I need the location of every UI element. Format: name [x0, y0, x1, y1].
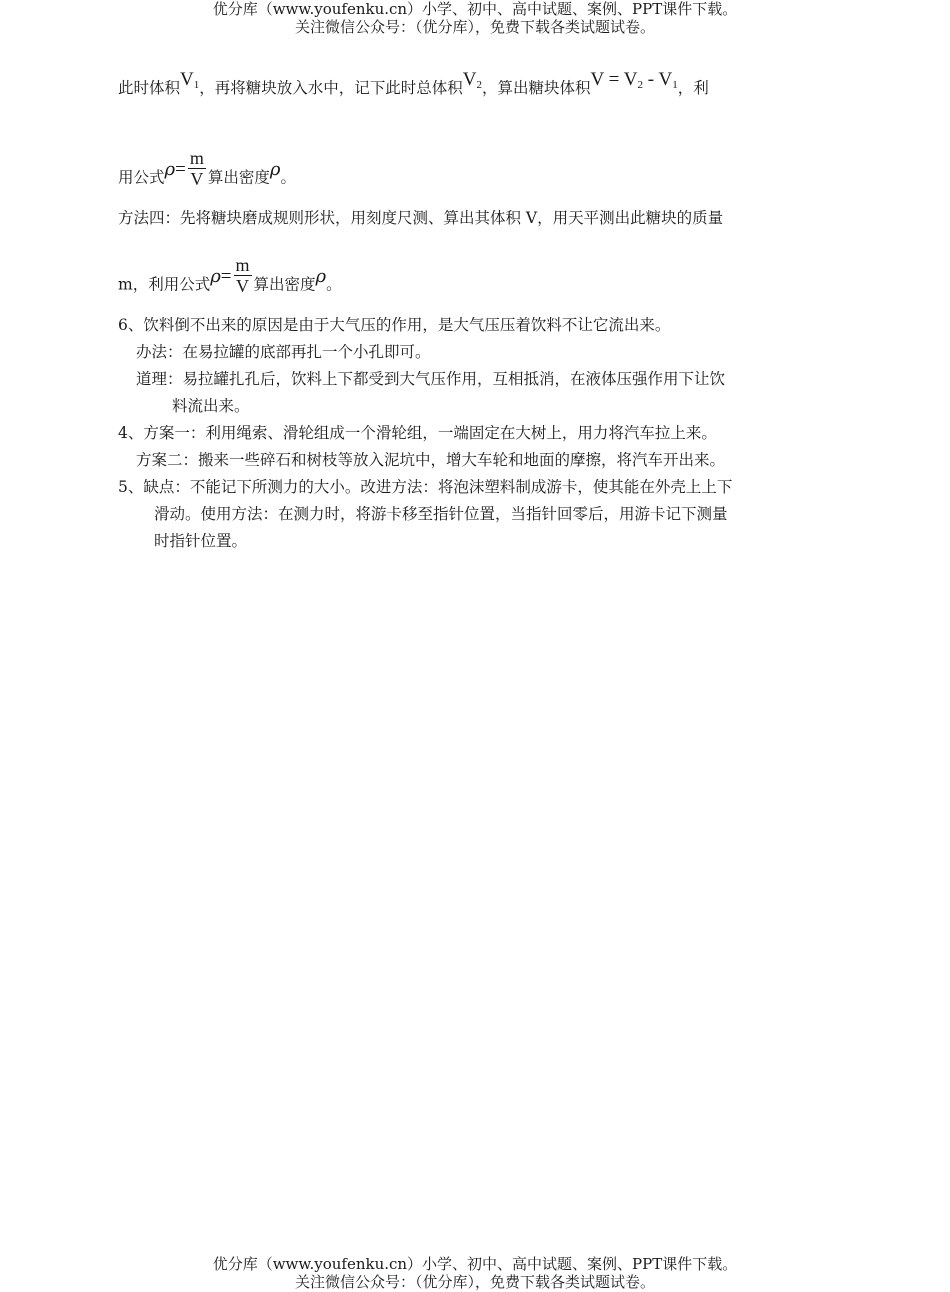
answer-5-line-3: 时指针位置。 — [154, 532, 248, 550]
math-v1 — [180, 69, 199, 90]
answer-6: 6、饮料倒不出来的原因是由于大气压的作用，是大气压压着饮料不让它流出来。 — [118, 316, 671, 334]
math-symbol: - V — [643, 69, 673, 90]
text: ，再将糖块放入水中，记下此时总体积 — [199, 79, 463, 97]
fraction-numerator: m — [235, 255, 250, 275]
math-subscript: 1 — [193, 79, 200, 91]
text: 算出密度 — [253, 275, 316, 294]
answer-5-line-1: 5、缺点：不能记下所测力的大小。改进方法：将泡沫塑料制成游卡，使其能在外壳上上下 — [118, 478, 733, 496]
page-footer-line-2: 关注微信公众号：（优分库），免费下载各类试题试卷。 — [294, 1273, 655, 1291]
text: 用公式 — [118, 168, 165, 187]
fraction-denominator: V — [190, 169, 204, 189]
answer-5-line-2: 滑动。使用方法：在测力时，将游卡移至指针位置，当指针回零后，用游卡记下测量 — [154, 505, 728, 523]
text: 。 — [280, 168, 296, 187]
answer-6-reason-1: 道理：易拉罐扎孔后，饮料上下都受到大气压作用，互相抵消，在液体压强作用下让饮 — [136, 370, 726, 388]
text: 此时体积 — [118, 79, 181, 97]
answer-4-plan-1: 4、方案一：利用绳索、滑轮组成一个滑轮组，一端固定在大树上，用力将汽车拉上来。 — [118, 424, 717, 442]
fraction-denominator: V — [236, 276, 250, 296]
equals-sign: = — [175, 158, 186, 180]
math-subscript: 1 — [672, 79, 678, 91]
math-symbol: V — [180, 69, 194, 90]
page-footer-line-1: 优分库（www.youfenku.cn）小学、初中、高中试题、案例、PPT课件下载。 — [212, 1255, 738, 1273]
paragraph-volume — [118, 69, 709, 101]
math-symbol: = V — [603, 69, 638, 90]
text: m，利用公式 — [118, 275, 211, 294]
text: 算出密度 — [207, 168, 270, 187]
rho-symbol: ρ — [210, 265, 221, 287]
text: ，算出糖块体积 — [482, 79, 591, 97]
paragraph-method-four: 方法四：先将糖块磨成规则形状，用刻度尺测、算出其体积 V，用天平测出此糖块的质量 — [118, 209, 724, 227]
fraction-m-over-v — [234, 255, 252, 296]
math-symbol: V — [590, 69, 604, 90]
page-header-line-2: 关注微信公众号：（优分库），免费下载各类试题试卷。 — [294, 18, 655, 36]
fraction-numerator: m — [189, 148, 204, 168]
math-v2 — [463, 69, 482, 90]
math-subscript: 2 — [476, 79, 482, 91]
rho-symbol: ρ — [164, 158, 176, 180]
answer-6-method: 办法：在易拉罐的底部再扎一个小孔即可。 — [136, 343, 431, 361]
page-header-line-1: 优分库（www.youfenku.cn）小学、初中、高中试题、案例、PPT课件下载。 — [212, 0, 738, 18]
equals-sign: = — [220, 265, 232, 287]
math-subscript: 2 — [637, 79, 643, 91]
text: 。 — [326, 275, 342, 294]
math-volume-formula — [591, 69, 678, 90]
rho-symbol: ρ — [315, 265, 327, 287]
paragraph-density-formula-1 — [118, 148, 296, 199]
rho-symbol: ρ — [269, 158, 281, 180]
answer-6-reason-2: 料流出来。 — [172, 397, 250, 415]
text: ，利 — [677, 79, 709, 97]
paragraph-density-formula-2 — [118, 255, 342, 306]
fraction-m-over-v — [188, 148, 206, 189]
answer-4-plan-2: 方案二：搬来一些碎石和树枝等放入泥坑中，增大车轮和地面的摩擦，将汽车开出来。 — [136, 451, 726, 469]
math-symbol: V — [462, 69, 477, 90]
